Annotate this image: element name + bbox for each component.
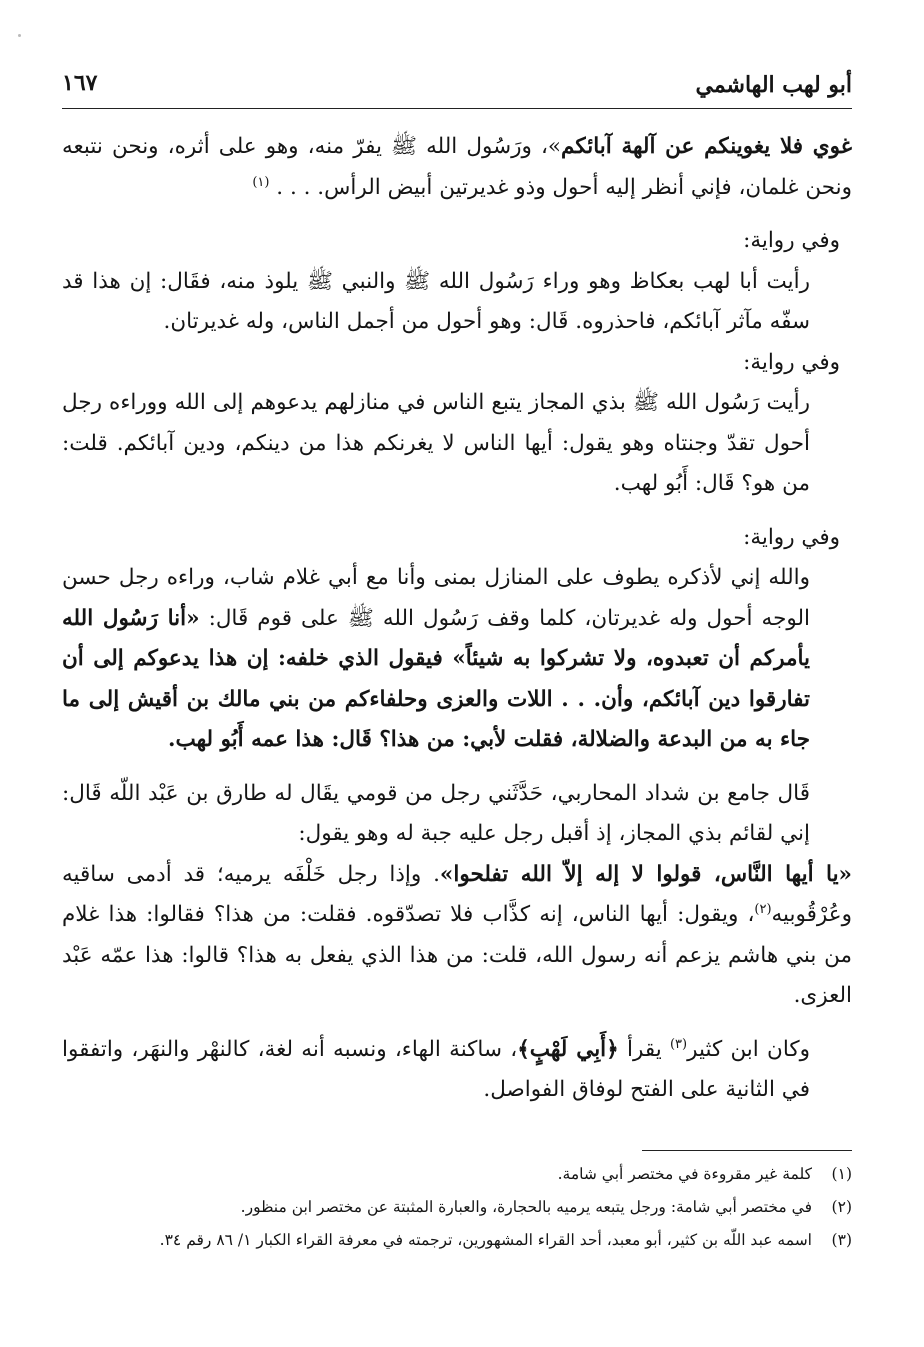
footnote-divider xyxy=(642,1150,852,1151)
footnote-ref-3: (٣) xyxy=(669,1036,688,1052)
main-text xyxy=(62,127,852,1111)
footnotes xyxy=(62,1158,852,1257)
footnote-number: (١) xyxy=(831,1165,852,1183)
paragraph-6 xyxy=(62,855,852,1017)
running-title: أبو لهب الهاشمي xyxy=(695,72,852,98)
footnote-ref-2: (٢) xyxy=(754,901,772,917)
quran-quote: ﴿أَبِي لَهْبٍ﴾ xyxy=(517,1036,619,1062)
paragraph-5: قَال جامع بن شداد المحاربي، حَدَّثَني رجل من قومي يقَال له طارق بن عَبْد اللّه قَال: إني لقائم بذي المجاز، إذ أقبل رجل عليه جبة له وهو يقول: xyxy=(62,780,810,846)
paragraph-7-text-b: يقرأ xyxy=(618,1036,670,1062)
footnote-text: اسمه عبد اللّه بن كثير، أبو معبد، أحد القراء المشهورين، ترجمته في معرفة القراء الكبار ١/ ٨٦ رقم ٣٤. xyxy=(159,1231,812,1249)
paragraph-3: رأيت رَسُول الله ﷺ بذي المجاز يتبع الناس في منازلهم يدعوهم إلى الله ووراءه رجل أحول تقدّ وجنتاه وهو يقول: أيها الناس لا يغرنكم هذا من دينكم، ودين آبائكم. قلت: من هو؟ قَال: أَبُو لهب. xyxy=(62,390,810,496)
footnote-number: (٢) xyxy=(831,1198,852,1216)
paragraph-6-text-b: ، ويقول: أيها الناس، إنه كذَّاب فلا تصدّقوه. فقلت: من هذا؟ فقالوا: هذا غلام من بني هاشم يزعم أنه رسول الله، قلت: من هذا الذي يفعل به هذا؟ قالوا: هذا عمّه عَبْد العزى. xyxy=(62,902,852,1008)
footnote-3 xyxy=(62,1224,852,1257)
footnote-text: في مختصر أبي شامة: ورجل يتبعه يرميه بالحجارة، والعبارة المثبتة عن مختصر ابن منظور. xyxy=(240,1198,812,1216)
paragraph-6-text-a: . وإذا رجل خَلْفَه يرميه؛ قد أدمى ساقيه وعُرْقُوبيه xyxy=(62,861,852,927)
footnote-2 xyxy=(62,1191,852,1224)
paragraph-7 xyxy=(62,1030,852,1111)
margin-speck xyxy=(18,34,21,37)
paragraph-4 xyxy=(62,558,852,761)
footnote-text: كلمة غير مقروءة في مختصر أبي شامة. xyxy=(557,1165,812,1183)
paragraph-4-quote: «أنا رَسُول الله يأمركم أن تعبدوه، ولا تشركوا به شيئاً» فيقول الذي خلفه: إن هذا يدعوكم إلى أن تفارقوا دين آبائكم، وأن. . . اللات والعزى وحلفاءكم من بني مالك بن أقيش إلى ما جاء به من البدعة والضلالة، فقلت لأبي: من هذا؟ قَال: هذا عمه أَبُو لهب. xyxy=(62,605,810,752)
paragraph-1 xyxy=(62,127,852,208)
footnote-number: (٣) xyxy=(831,1231,852,1249)
quote-bold: غوي فلا يغوينكم عن آلهة آبائكم xyxy=(561,134,852,159)
variant-label-2: وفي رواية: xyxy=(743,349,840,375)
paragraph-4-intro: والله إني لأذكره يطوف على المنازل بمنى وأنا مع أبي غلام شاب، وراءه رجل حسن الوجه أحول وله غديرتان، كلما وقف رَسُول الله ﷺ على قوم قَال: xyxy=(62,565,810,631)
footnote-ref-1: (١) xyxy=(252,174,270,190)
paragraph-2: رأيت أبا لهب بعكاظ وهو وراء رَسُول الله ﷺ والنبي ﷺ يلوذ منه، فقَال: إن هذا قد سفّه مآثر آبائكم، فاحذروه. قَال: وهو أحول من أجمل الناس، وله غديرتان. xyxy=(62,268,810,334)
variant-label-1: وفي رواية: xyxy=(743,228,840,253)
paragraph-1-text: »، ورَسُول الله ﷺ يفرّ منه، وهو على أثره، ونحن نتبعه ونحن غلمان، فإني أنظر إليه أحول وذو غديرتين أبيض الرأس. . . . xyxy=(62,134,852,200)
variant-label-3: وفي رواية: xyxy=(743,524,840,550)
paragraph-7-text-c: ، ساكنة الهاء، ونسبه أنه لغة، كالنهْر والنهَر، واتفقوا في الثانية على الفتح لوفاق الفواصل. xyxy=(62,1036,810,1102)
footnote-1 xyxy=(62,1158,852,1191)
page-header xyxy=(62,70,852,109)
paragraph-6-quote: «يا أيها النَّاس، قولوا لا إله إلاّ الله تفلحوا» xyxy=(439,861,852,887)
paragraph-7-text-a: وكان ابن كثير xyxy=(687,1036,810,1062)
page-number: ١٦٧ xyxy=(62,70,98,96)
